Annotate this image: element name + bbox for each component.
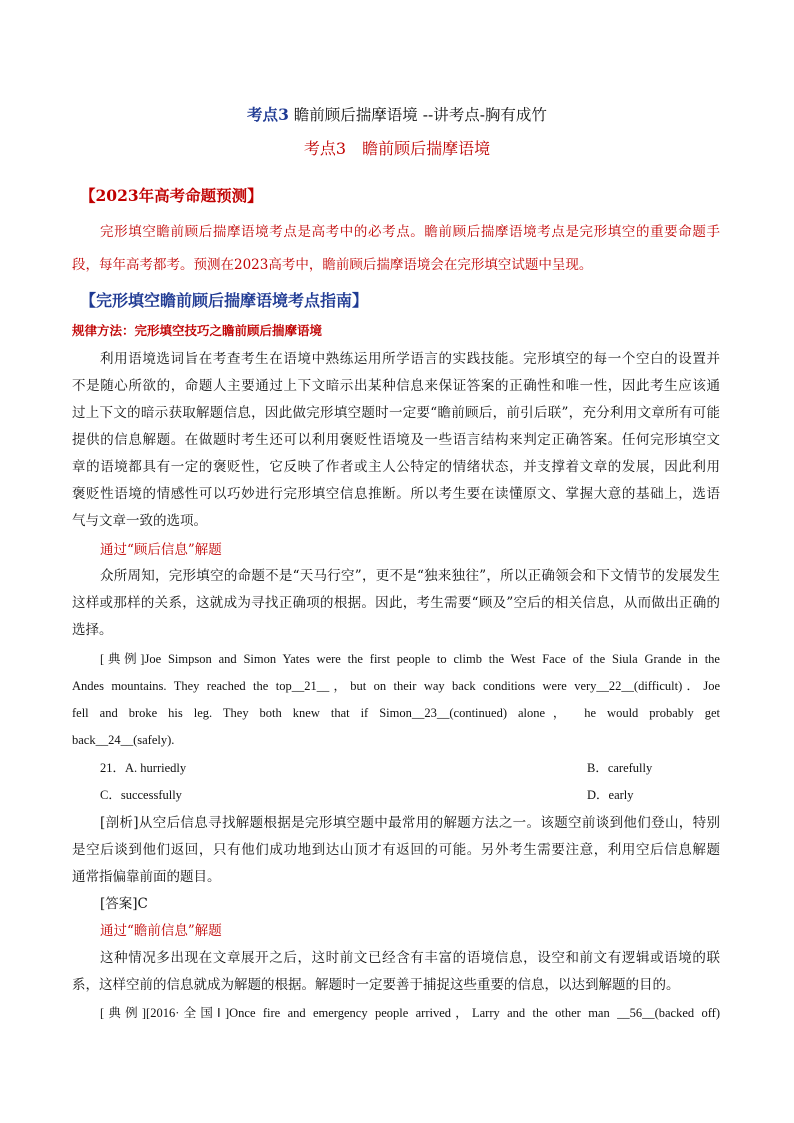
page-subtitle: 考点3 瞻前顾后揣摩语境: [303, 139, 491, 158]
guide-para-line: 不是随心所欲的，命题人主要通过上下文暗示出某种信息来保证答案的正确性和唯一性，因此考生应该通: [72, 378, 720, 394]
subheading-before-info: 通过“瞻前信息”解题: [100, 923, 222, 939]
section-heading-prediction: 【2023年高考命题预测】: [80, 186, 263, 205]
example-line: back__24__(safely).: [72, 733, 175, 747]
after-info-para-line: 众所周知，完形填空的命题不是“天马行空”，更不是“独来独往”，所以正确领会和下文情节的发展发生: [100, 568, 720, 584]
example2-line: [典例][2016·全国Ⅰ]Once fire and emergency people arrived，Larry and the other man __56__(backed off): [100, 1006, 720, 1020]
section-heading-guide: 【完形填空瞻前顾后揣摩语境考点指南】: [80, 291, 369, 310]
option-c: C．successfully: [100, 788, 182, 802]
example-line: [典例]Joe Simpson and Simon Yates were the first people to climb the West Face of the Siula Grande in the: [100, 652, 720, 666]
prediction-line-2: [72, 256, 592, 274]
analysis-line: 是空后谈到他们返回，只有他们成功地到达山顶才有返回的可能。另外考生需要注意，利用空后信息解题: [72, 842, 720, 858]
before-info-para-line: 这种情况多出现在文章展开之后，这时前文已经含有丰富的语境信息，设空和前文有逻辑或语境的联: [100, 950, 720, 966]
guide-para-line: 褒贬性语境的情感性可以巧妙进行完形填空信息推断。所以考生要在读懂原文、掌握大意的基础上，选语: [72, 486, 720, 502]
subheading-after-info: 通过“顾后信息”解题: [100, 542, 222, 558]
title-prefix: 考点: [247, 105, 279, 124]
after-info-para-line: 选择。: [72, 622, 113, 638]
example-line: fell and broke his leg. They both knew that if Simon__23__(continued) alone， he would probably get: [72, 706, 720, 720]
example-line: Andes mountains. They reached the top__21__，but on their way back conditions were very__22__(difficult)．Joe: [72, 679, 720, 693]
guide-para-line: 章的语境都具有一定的褒贬性，它反映了作者或主人公特定的情绪状态，并支撑着文章的发展，因此利用: [72, 459, 720, 475]
guide-para-line: 利用语境选词旨在考查考生在语境中熟练运用所学语言的实践技能。完形填空的每一个空白的设置并: [100, 351, 720, 367]
option-d: D．early: [587, 788, 634, 802]
guide-para-line: 提供的信息解题。在做题时考生还可以利用褒贬性语境及一些语言结构来判定正确答案。任何完形填空文: [72, 432, 720, 448]
after-info-para-line: 这样或那样的关系，这就成为寻找正确项的根据。因此，考生需要“顾及”空后的相关信息，从而做出正确的: [72, 595, 720, 611]
page-title: [0, 106, 794, 124]
analysis-line: [剖析]从空后信息寻找解题根据是完形填空题中最常用的解题方法之一。该题空前谈到他们登山，特别: [100, 815, 720, 831]
guide-para-line: 气与文章一致的选项。: [72, 513, 207, 529]
rule-heading: 规律方法：完形填空技巧之瞻前顾后揣摩语境: [72, 323, 323, 338]
guide-para-line: 过上下文的暗示获取解题信息，因此做完形填空题时一定要“瞻前顾后，前引后联”，充分利用文章所有可能: [72, 405, 720, 421]
option-b: B．carefully: [587, 761, 653, 775]
title-num: 3: [278, 105, 289, 124]
option-a: 21．A. hurriedly: [100, 761, 187, 775]
prediction-line-2-text: 段，每年高考都考。预测在2023高考中，瞻前顾后揣摩语境会在完形填空试题中呈现。: [72, 257, 593, 273]
before-info-para-line: 系，这样空前的信息就成为解题的根据。解题时一定要善于捕捉这些重要的信息，以达到解题的目的。: [72, 977, 680, 993]
answer-line: [答案]C: [100, 896, 148, 912]
analysis-line: 通常指偏靠前面的题目。: [72, 869, 221, 885]
prediction-line-1: 完形填空瞻前顾后揣摩语境考点是高考中的必考点。瞻前顾后揣摩语境考点是完形填空的重要命题手: [100, 224, 720, 240]
title-rest: 瞻前顾后揣摩语境 --讲考点-胸有成竹: [293, 106, 547, 124]
